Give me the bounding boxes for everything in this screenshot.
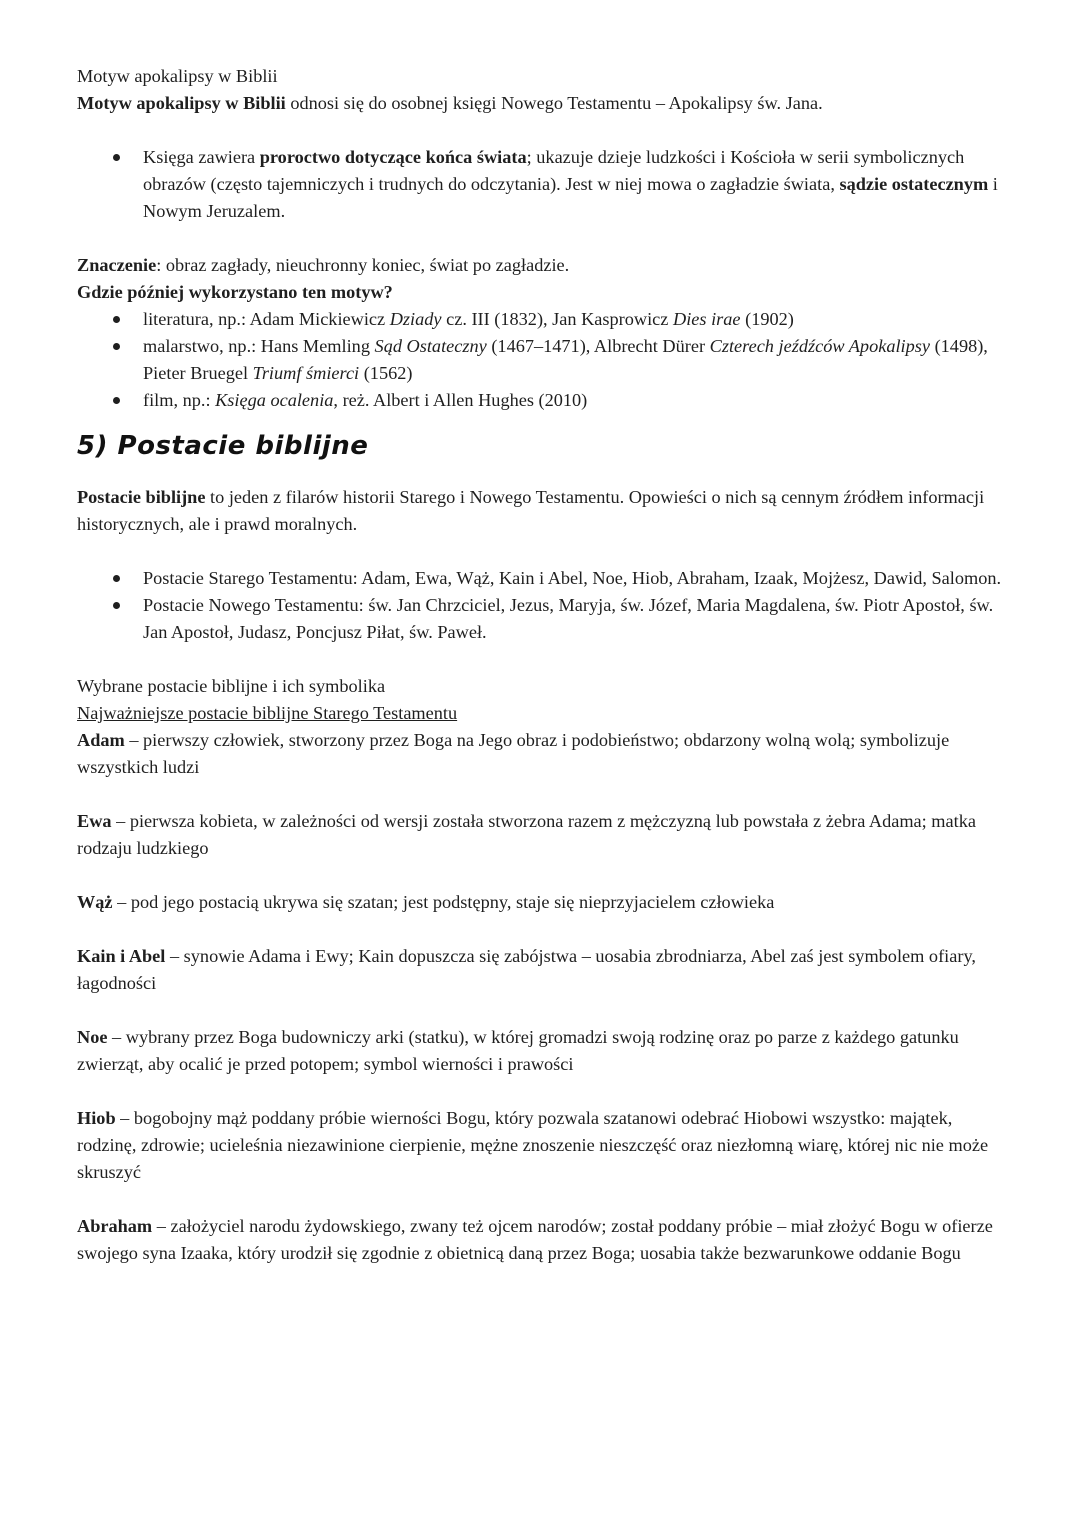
text-run: (1562) bbox=[359, 363, 413, 383]
text-run-italic: Księga ocalenia bbox=[215, 390, 334, 410]
text-run: i Nowym Jeruzalem. bbox=[143, 174, 998, 221]
character-desc: – wybrany przez Boga budowniczy arki (statku), w której gromadzi swoją rodzinę oraz po parze z każdego gatunku zwierząt, aby ocalić je przed potopem; symbol wierności i prawości bbox=[77, 1027, 959, 1074]
character-desc: – pod jego postacią ukrywa się szatan; jest podstępny, staje się nieprzyjacielem człowieka bbox=[112, 892, 775, 912]
apocalypse-bullets bbox=[77, 144, 1010, 225]
character-entry bbox=[77, 1105, 1010, 1186]
character-desc: – pierwszy człowiek, stworzony przez Boga na Jego obraz i podobieństwo; obdarzony wolną wolą; symbolizuje wszystkich ludzi bbox=[77, 730, 950, 777]
text-run: film, np.: bbox=[143, 390, 216, 410]
text-run: Księga zawiera bbox=[143, 147, 260, 167]
usage-painting bbox=[143, 333, 1010, 387]
meaning-line bbox=[77, 252, 1010, 279]
text-run: cz. III (1832), Jan Kasprowicz bbox=[441, 309, 673, 329]
text-run-italic: Czterech jeźdźców Apokalipsy bbox=[709, 336, 930, 356]
meaning-label: Znaczenie bbox=[77, 255, 157, 275]
character-name: Kain i Abel bbox=[77, 946, 166, 966]
apocalypse-title: Motyw apokalipsy w Biblii bbox=[77, 66, 278, 86]
character-entry bbox=[77, 889, 1010, 916]
old-testament-subtitle: Najważniejsze postacie biblijne Starego Testamentu bbox=[77, 703, 458, 723]
character-desc: – założyciel narodu żydowskiego, zwany też ojcem narodów; został poddany próbie – miał złożyć Bogu w ofierze swojego syna Izaaka, który urodził się zgodnie z obietnicą daną przez Boga; uosabia także bezwarunkowe oddanie Bogu bbox=[77, 1216, 993, 1263]
text-run-bold: proroctwo dotyczące końca świata bbox=[259, 147, 527, 167]
character-name: Noe bbox=[77, 1027, 108, 1047]
character-entry bbox=[77, 808, 1010, 862]
meaning-text: : obraz zagłady, nieuchronny koniec, świat po zagładzie. bbox=[156, 255, 570, 275]
character-name: Hiob bbox=[77, 1108, 116, 1128]
character-desc: – pierwsza kobieta, w zależności od wersji została stworzona razem z mężczyzną lub powstała z żebra Adama; matka rodzaju ludzkiego bbox=[77, 811, 976, 858]
selected-title: Wybrane postacie biblijne i ich symbolika bbox=[77, 676, 386, 696]
text-run: ; ukazuje dzieje ludzkości i Kościoła w serii symbolicznych obrazów (często tajemniczych i trudnych do odczytania). Jest w niej mowa o zagładzie świata, bbox=[143, 147, 965, 194]
apocalypse-intro-rest: odnosi się do osobnej księgi Nowego Testamentu – Apokalipsy św. Jana. bbox=[285, 93, 823, 113]
character-name: Wąż bbox=[77, 892, 113, 912]
testament-list bbox=[77, 565, 1010, 646]
character-desc: – bogobojny mąż poddany próbie wierności Bogu, który pozwala szatanowi odebrać Hiobowi wszystko: majątek, rodzinę, zdrowie; ucieleśnia niezawinione cierpienie, mężne znoszenie nieszczęść oraz niezłomną wiarę, której nic nie może skruszyć bbox=[77, 1108, 989, 1182]
text-run-italic: Triumf śmierci bbox=[252, 363, 360, 383]
text-run: , reż. Albert i Allen Hughes (2010) bbox=[333, 390, 588, 410]
text-run: literatura, np.: Adam Mickiewicz bbox=[143, 309, 390, 329]
section-intro bbox=[77, 484, 1010, 538]
character-entry bbox=[77, 1213, 1010, 1267]
text-run: (1902) bbox=[740, 309, 794, 329]
usage-list bbox=[77, 306, 1010, 414]
apocalypse-bullet bbox=[143, 144, 1010, 225]
old-testament-item: Postacie Starego Testamentu: Adam, Ewa, Wąż, Kain i Abel, Noe, Hiob, Abraham, Izaak, Mojżesz, Dawid, Salomon. bbox=[143, 565, 1010, 592]
character-name: Abraham bbox=[77, 1216, 153, 1236]
apocalypse-intro-bold: Motyw apokalipsy w Biblii bbox=[77, 93, 286, 113]
where-question-text: Gdzie później wykorzystano ten motyw? bbox=[77, 282, 393, 302]
character-entry bbox=[77, 943, 1010, 997]
text-run-italic: Sąd Ostateczny bbox=[374, 336, 487, 356]
character-entry bbox=[77, 1024, 1010, 1078]
text-run-italic: Dies irae bbox=[673, 309, 741, 329]
text-run: malarstwo, np.: Hans Memling bbox=[143, 336, 375, 356]
text-run: (1498), Pieter Bruegel bbox=[143, 336, 988, 383]
usage-literature bbox=[143, 306, 1010, 333]
where-question bbox=[77, 279, 1010, 306]
section-intro-bold: Postacie biblijne bbox=[77, 487, 206, 507]
character-entry bbox=[77, 727, 1010, 781]
new-testament-item: Postacie Nowego Testamentu: św. Jan Chrzciciel, Jezus, Maryja, św. Józef, Maria Magdalena, św. Piotr Apostoł, św. Jan Apostoł, Judasz, Poncjusz Piłat, św. Paweł. bbox=[143, 592, 1010, 646]
section-heading: 5) Postacie biblijne bbox=[77, 431, 369, 461]
text-run: (1467–1471), Albrecht Dürer bbox=[486, 336, 710, 356]
character-desc: – synowie Adama i Ewy; Kain dopuszcza się zabójstwa – uosabia zbrodniarza, Abel zaś jest symbolem ofiary, łagodności bbox=[77, 946, 976, 993]
apocalypse-intro bbox=[77, 90, 1010, 117]
text-run-bold: sądzie ostatecznym bbox=[839, 174, 989, 194]
usage-film bbox=[143, 387, 1010, 414]
section-intro-rest: to jeden z filarów historii Starego i Nowego Testamentu. Opowieści o nich są cennym źródłem informacji historycznych, ale i prawd moralnych. bbox=[77, 487, 985, 534]
character-name: Ewa bbox=[77, 811, 112, 831]
text-run-italic: Dziady bbox=[389, 309, 442, 329]
character-name: Adam bbox=[77, 730, 125, 750]
